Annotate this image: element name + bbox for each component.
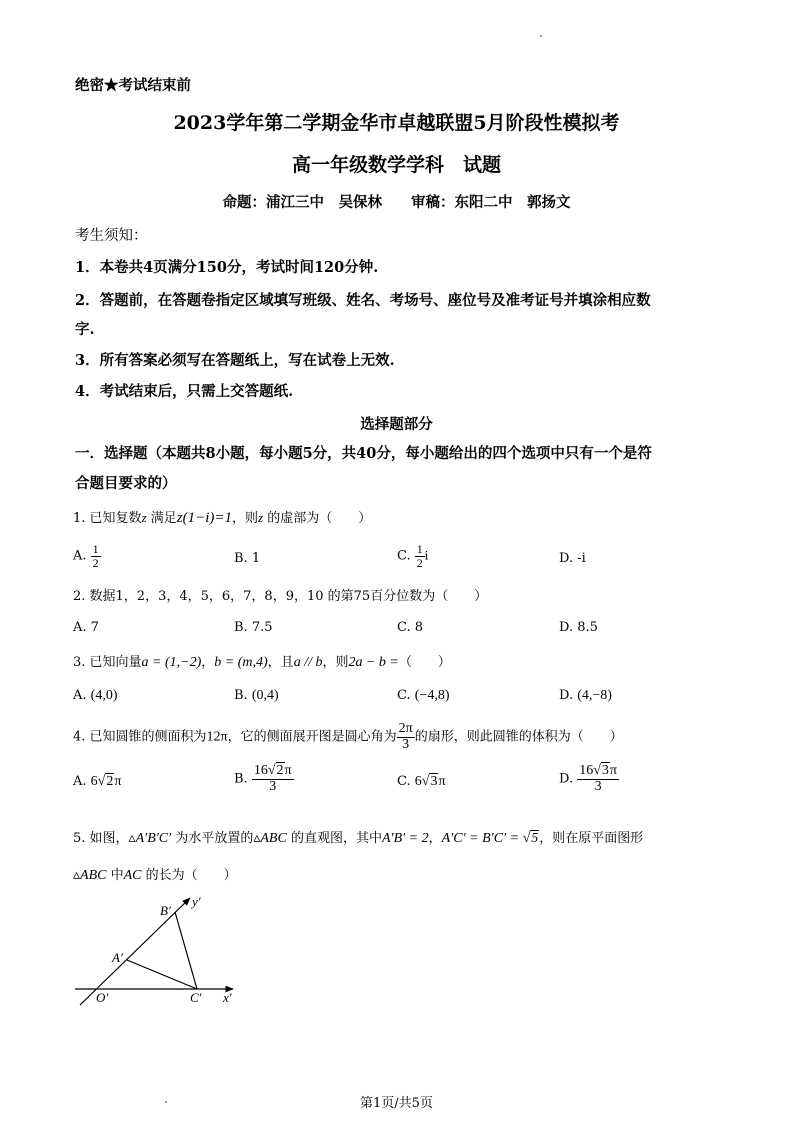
question-1-prefix: 1. 已知复数 bbox=[73, 511, 142, 526]
page-number: 第1页/共5页 bbox=[360, 1096, 433, 1111]
triangle: ▵ABC bbox=[253, 831, 287, 846]
fraction bbox=[415, 543, 425, 569]
option-c bbox=[397, 543, 428, 569]
question-4-prefix: 4. 已知圆锥的侧面积为 bbox=[73, 729, 207, 745]
segment-ab: A′B′ = 2 bbox=[381, 831, 429, 846]
numerator: 16√3π bbox=[579, 763, 617, 778]
option-label: A. bbox=[73, 688, 87, 703]
notice-item: 3．所有答案必须写在答题纸上，写在试卷上无效. bbox=[75, 352, 395, 369]
option-b bbox=[234, 764, 294, 794]
option-label: B. bbox=[234, 771, 248, 787]
option-d: D. -i bbox=[559, 551, 586, 566]
triangle-prime: ▵A′B′C′ bbox=[128, 831, 172, 846]
text: 中 bbox=[106, 868, 124, 883]
radicand: 5 bbox=[531, 831, 539, 846]
radicand: 2 bbox=[276, 763, 284, 778]
text: ， bbox=[201, 655, 215, 670]
option-value: (4,0) bbox=[90, 688, 118, 703]
lateral-area: 12π bbox=[206, 729, 228, 745]
fraction bbox=[91, 543, 101, 569]
label-x: x′ bbox=[223, 990, 232, 1005]
option-a bbox=[73, 774, 121, 790]
segment-ac: AC bbox=[123, 868, 142, 883]
option-label: A. bbox=[73, 774, 87, 789]
question-5 bbox=[73, 827, 643, 847]
central-angle bbox=[397, 722, 415, 752]
option-c bbox=[397, 774, 446, 790]
question-2: 2. 数据1，2，3，4，5，6，7，8，9，10 的第75百分位数为（ ） bbox=[73, 589, 488, 604]
label-o: O′ bbox=[96, 990, 109, 1005]
pi: π bbox=[284, 763, 292, 778]
label-b: B′ bbox=[160, 903, 171, 918]
option-value: (4,−8) bbox=[577, 688, 612, 703]
notice-item: 2．答题前，在答题卷指定区域填写班级、姓名、考场号、座位号及准考证号并填涂相应数 bbox=[75, 292, 651, 309]
notice-item: 字. bbox=[75, 321, 95, 338]
exam-subtitle: 高一年级数学学科 试题 bbox=[291, 154, 501, 176]
option-label: C. bbox=[397, 688, 411, 703]
var-z: z bbox=[258, 510, 264, 525]
option-value: (0,4) bbox=[251, 688, 279, 703]
vector-expression: 2a − b = bbox=[348, 655, 399, 670]
numerator: 1 bbox=[416, 542, 423, 556]
option-c: C. 8 bbox=[397, 620, 424, 635]
text: 的长为（ ） bbox=[141, 868, 237, 883]
pi: π bbox=[609, 763, 617, 778]
question-3 bbox=[73, 651, 451, 671]
option-label: B. bbox=[234, 688, 248, 703]
text: ，则 bbox=[232, 511, 259, 526]
text: ，则在原平面图形 bbox=[539, 831, 644, 846]
secret-label: 绝密★考试结束前 bbox=[75, 77, 191, 94]
coef: 6 bbox=[414, 774, 422, 789]
equation-left: A′C′ = B′C′ = bbox=[441, 831, 523, 846]
section-heading-cont: 合题目要求的） bbox=[75, 475, 177, 492]
option-label: D. bbox=[559, 688, 574, 703]
oblique-projection-figure bbox=[60, 890, 250, 1015]
radicand: 3 bbox=[430, 774, 438, 789]
option-label: C. bbox=[397, 774, 411, 789]
question-1 bbox=[73, 507, 371, 527]
denominator: 2 bbox=[416, 555, 423, 570]
radicand: 3 bbox=[601, 763, 609, 778]
text: ，则 bbox=[322, 655, 349, 670]
notice-item: 1．本卷共4页满分150分，考试时间120分钟. bbox=[75, 259, 379, 276]
question-3-prefix: 3. 已知向量 bbox=[73, 655, 142, 670]
text: ，它的侧面展开图是圆心角为 bbox=[227, 729, 397, 745]
vector-b: b = (m,4) bbox=[214, 655, 268, 670]
question-4 bbox=[73, 722, 623, 752]
option-a: A. 7 bbox=[73, 620, 99, 635]
exam-title: 2023学年第二学期金华市卓越联盟5月阶段性模拟考 bbox=[173, 112, 620, 134]
text: 的虚部为（ ） bbox=[263, 511, 372, 526]
section-part: 选择题部分 bbox=[360, 416, 433, 433]
text: ， bbox=[428, 831, 442, 846]
section-heading: 一．选择题（本题共8小题，每小题5分，共40分，每小题给出的四个选项中只有一个是符 bbox=[75, 445, 652, 462]
question-5-cont bbox=[73, 864, 237, 884]
option-label: A. bbox=[73, 548, 87, 564]
option-label: C. bbox=[397, 548, 411, 564]
text: 的直观图，其中 bbox=[286, 831, 382, 846]
option-value: 6√3π bbox=[414, 774, 446, 789]
text: 的扇形，则此圆锥的体积为（ ） bbox=[414, 729, 623, 745]
option-b: B. 7.5 bbox=[234, 620, 273, 635]
text: 满足 bbox=[146, 511, 177, 526]
numerator: 2π bbox=[398, 721, 413, 736]
pi: π bbox=[438, 774, 446, 789]
option-a bbox=[73, 543, 101, 569]
question-5-prefix: 5. 如图， bbox=[73, 831, 129, 846]
denominator: 3 bbox=[402, 736, 410, 752]
coef: 16 bbox=[579, 763, 594, 778]
numerator: 1 bbox=[92, 542, 99, 556]
fraction bbox=[577, 764, 619, 794]
imaginary-unit: i bbox=[424, 547, 429, 563]
option-label: D. bbox=[559, 771, 574, 787]
option-d bbox=[559, 688, 612, 704]
text: 为水平放置的 bbox=[171, 831, 254, 846]
label-a: A′ bbox=[112, 950, 123, 965]
speck bbox=[540, 35, 542, 37]
segment-b-c bbox=[175, 912, 197, 989]
option-d: D. 8.5 bbox=[559, 620, 598, 635]
denominator: 2 bbox=[92, 555, 99, 570]
option-c bbox=[397, 688, 450, 704]
option-value: (−4,8) bbox=[414, 688, 450, 703]
denominator: 3 bbox=[594, 778, 602, 794]
segment-ac-bc: A′C′ = B′C′ = √5 bbox=[441, 831, 539, 846]
equation: z(1−i)=1 bbox=[176, 510, 232, 526]
triangle: ▵ABC bbox=[73, 868, 107, 883]
text: ，且 bbox=[267, 655, 294, 670]
parallel-condition: a // b bbox=[293, 655, 323, 670]
option-value: 6√2π bbox=[90, 774, 122, 789]
notice-item: 4．考试结束后，只需上交答题纸. bbox=[75, 383, 294, 400]
coef: 16 bbox=[253, 763, 268, 778]
option-d bbox=[559, 764, 619, 794]
denominator: 3 bbox=[269, 778, 277, 794]
option-b: B. 1 bbox=[234, 551, 261, 566]
var-z: z bbox=[141, 510, 147, 525]
numerator: 16√2π bbox=[253, 763, 292, 778]
coef: 6 bbox=[90, 774, 98, 789]
vector-a: a = (1,−2) bbox=[141, 655, 202, 670]
notice-heading: 考生须知： bbox=[75, 228, 148, 244]
label-c: C′ bbox=[190, 990, 202, 1005]
fraction bbox=[252, 764, 294, 794]
segment-a-c bbox=[127, 960, 197, 989]
exam-authors: 命题：浦江三中 吴保林 审稿：东阳二中 郭扬文 bbox=[222, 194, 571, 211]
text: （ ） bbox=[398, 655, 451, 670]
option-b bbox=[234, 688, 279, 704]
pi: π bbox=[114, 774, 122, 789]
option-a bbox=[73, 688, 118, 704]
label-y: y′ bbox=[192, 894, 201, 909]
radicand: 2 bbox=[106, 774, 114, 789]
